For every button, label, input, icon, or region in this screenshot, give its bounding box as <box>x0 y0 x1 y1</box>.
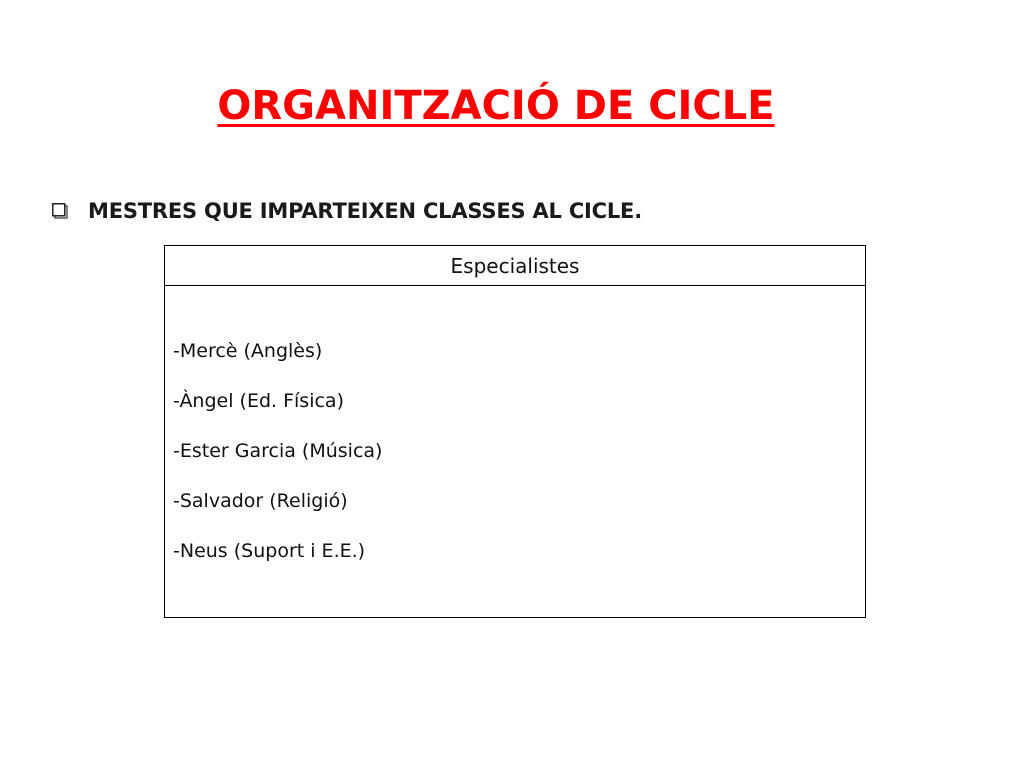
list-item: -Neus (Suport i E.E.) <box>173 540 366 562</box>
slide-title <box>0 74 992 138</box>
bullet-row <box>52 196 642 226</box>
table-header: Especialistes <box>165 246 865 286</box>
list-item: -Salvador (Religió) <box>173 490 348 512</box>
checkbox-square-icon <box>52 203 68 219</box>
bullet-text: MESTRES QUE IMPARTEIXEN CLASSES AL CICLE. <box>88 199 642 223</box>
table-body <box>165 286 865 589</box>
slide-title-text: ORGANITZACIÓ DE CICLE <box>217 83 775 129</box>
list-item: -Mercè (Anglès) <box>173 340 323 362</box>
list-item: -Ester Garcia (Música) <box>173 440 383 462</box>
list-item: -Àngel (Ed. Física) <box>173 390 344 412</box>
specialists-table <box>164 245 866 618</box>
